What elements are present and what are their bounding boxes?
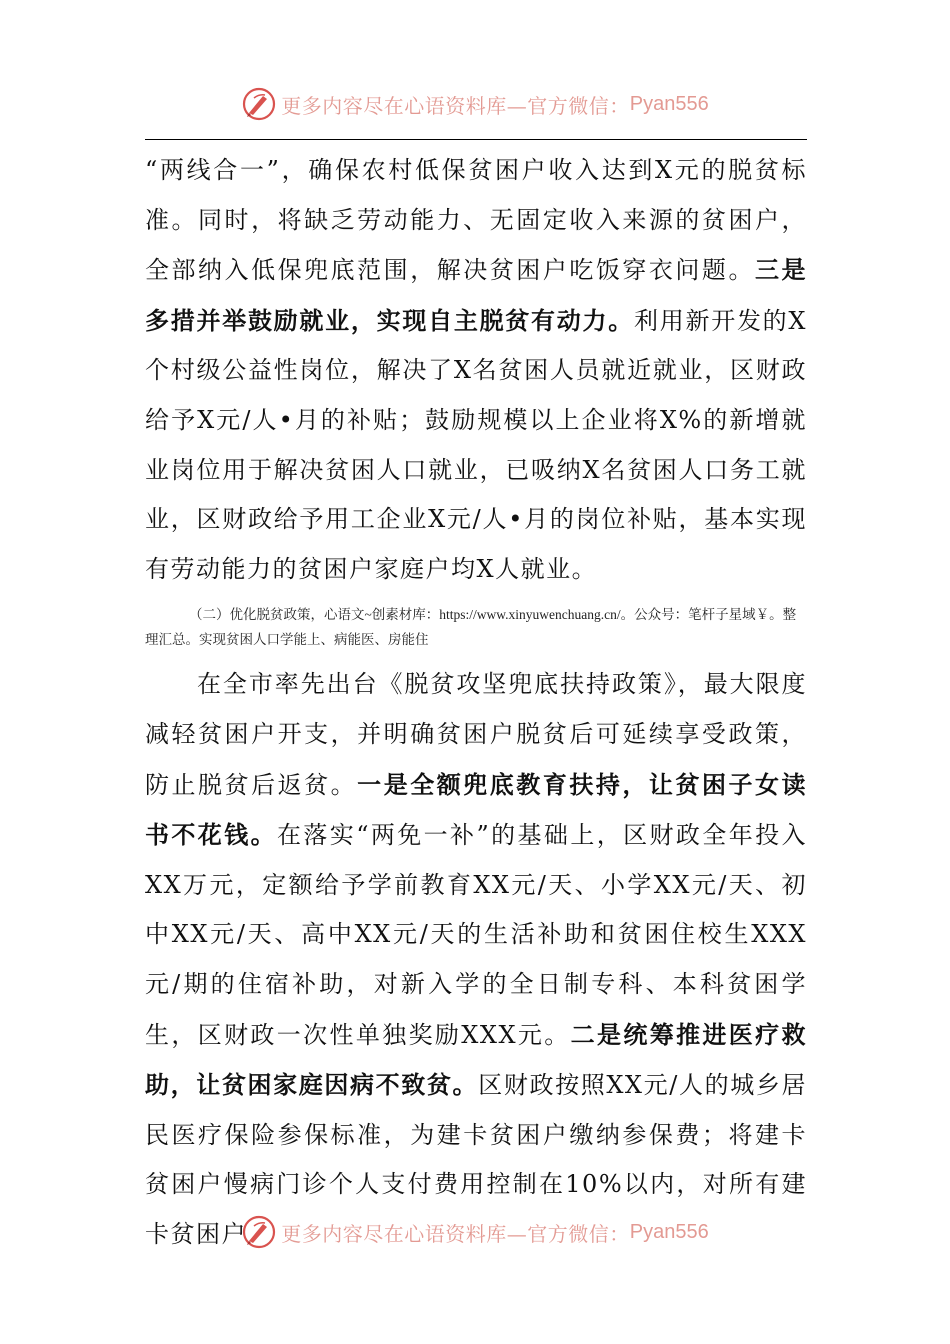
text-run: “两线合一”，确保农村低保贫困户收入达到X元的脱贫标准。同时，将缺乏劳动能力、无固定收入来源的贫困户，全部纳入低保兜底范围，解决贫困户吃饭穿衣问题。 xyxy=(145,156,807,285)
banner-text: 更多内容尽在心语资料库—官方微信： xyxy=(281,93,630,118)
header-rule xyxy=(145,139,807,140)
pen-logo-icon xyxy=(241,1214,277,1250)
paragraph-policy xyxy=(145,660,807,1259)
bold-heading-education: 一是全额兜底教育扶持，让贫困子女读书不花钱。 xyxy=(145,769,808,850)
banner-text: 更多内容尽在心语资料库—官方微信： xyxy=(281,1221,630,1246)
pen-logo-icon xyxy=(241,86,277,122)
section-note-text: （二）优化脱贫政策，心语文~创素材库：https://www.xinyuwenchuang.cn/。公众号：笔杆子星域￥。整理汇总。实现贫困人口学能上、病能医、房能住 xyxy=(145,607,797,648)
footer-banner xyxy=(0,1212,950,1252)
text-run: 在全市率先出台《脱贫攻坚兜底扶持政策》，最大限度减轻贫困户开支，并明确贫困户脱贫后可延续享受政策，防止脱贫后返贫。 xyxy=(145,670,807,799)
bold-heading-employment: 三是多措并举鼓励就业，实现自主脱贫有动力。 xyxy=(145,255,808,335)
header-banner xyxy=(0,84,950,124)
document-body xyxy=(145,146,807,1259)
section-note xyxy=(145,602,807,652)
banner-wechat-id: Pyan556 xyxy=(629,1220,709,1243)
bold-heading-medical: 二是统筹推进医疗救助，让贫困家庭因病不致贫。 xyxy=(145,1019,808,1100)
paragraph-employment xyxy=(145,146,807,594)
banner-wechat-id: Pyan556 xyxy=(629,92,709,115)
text-run: 在落实“两免一补”的基础上，区财政全年投入XX万元，定额给予学前教育XX元/天、小学XX元/天、初中XX元/天、高中XX元/天的生活补助和贫困住校生XXX元/期的住宿补助，对新入学的全日制专科、本科贫困学生，区财政一次性单独奖励XXX元。 xyxy=(145,821,808,1049)
text-run: 区财政按照XX元/人的城乡居民医疗保险参保标准，为建卡贫困户缴纳参保费；将建卡贫困户慢病门诊个人支付费用控制在10%以内，对所有建卡贫困户 xyxy=(145,1071,807,1248)
text-run: 利用新开发的X个村级公益性岗位，解决了X名贫困人员就近就业，区财政给予X元/人•月的补贴；鼓励规模以上企业将X%的新增就业岗位用于解决贫困人口就业，已吸纳X名贫困人口务工就业，区财政给予用工企业X元/人•月的岗位补贴，基本实现有劳动能力的贫困户家庭户均X人就业。 xyxy=(145,306,808,583)
